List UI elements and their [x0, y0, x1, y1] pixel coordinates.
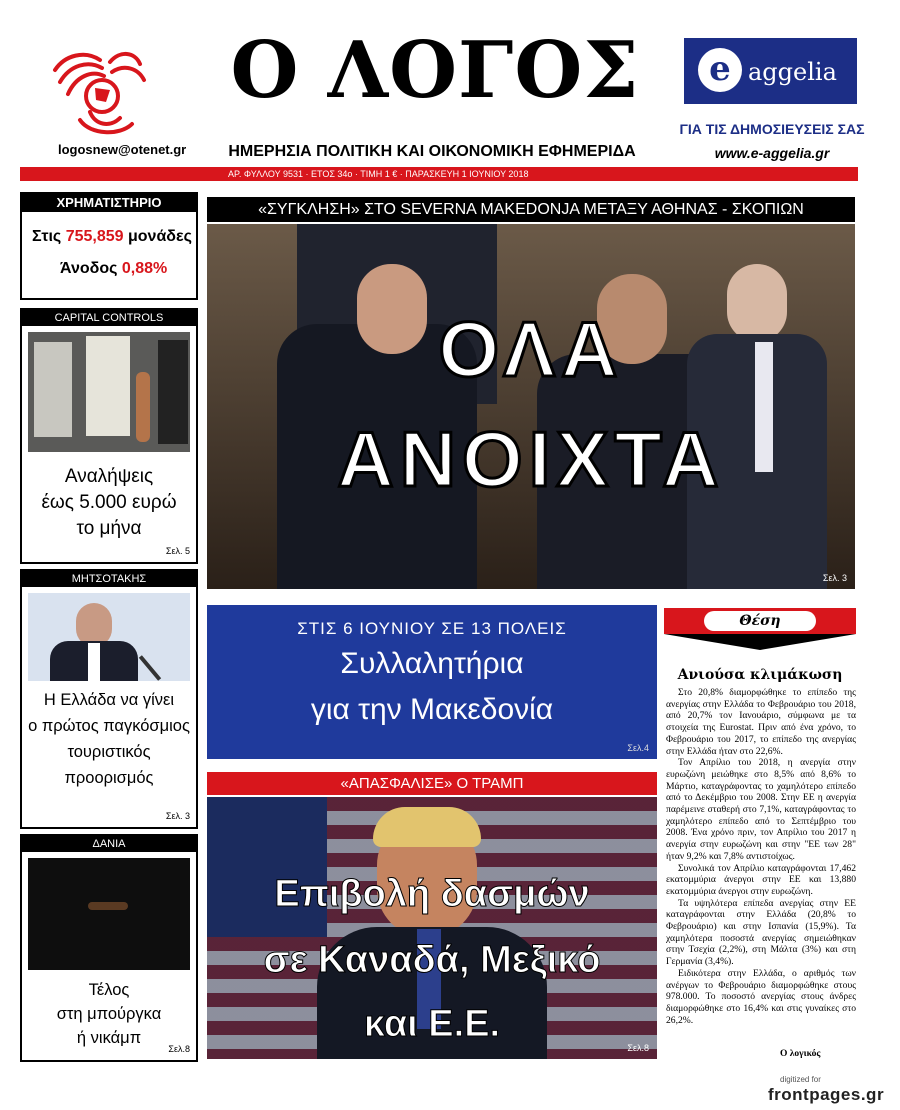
opinion-article-title[interactable]: Ανιούσα κλιμάκωση	[677, 667, 843, 683]
eaggelia-ad-logo[interactable]	[684, 38, 857, 104]
lead-headline-line2: ΑΝΟΙΧΤΑ	[337, 415, 725, 503]
ad-tagline: ΓΙΑ ΤΙΣ ΔΗΜΟΣΙΕΥΣΕΙΣ ΣΑΣ	[679, 121, 865, 137]
article-signature: Ο λογικός	[780, 1049, 821, 1059]
page-ref: Σελ. 3	[822, 573, 847, 583]
mitsotakis-photo	[28, 593, 190, 681]
ad-url-link[interactable]: www.e-aggelia.gr	[714, 145, 830, 161]
dania-box[interactable]	[20, 834, 198, 1062]
article-paragraph: Τα υψηλότερα επίπεδα ανεργίας στην ΕΕ καταγράφονται στην Ελλάδα (20,8% το Φεβρουάριο) και στην Ισπανία (15,9%). Τα χαμηλότερα ποσοστά ανεργίας σημειώθηκαν στην Τσεχία (2,2%), στη Μάλτα (3%) και στη Γερμανία (3,4%).	[666, 897, 856, 968]
rally-kicker: ΣΤΙΣ 6 ΙΟΥΝΙΟΥ ΣΕ 13 ΠΟΛΕΙΣ	[297, 619, 567, 638]
newspaper-title: Ο ΛΟΓΟΣ	[230, 25, 640, 116]
article-paragraph: Συνολικά τον Απρίλιο καταγράφονται 17,462 εκατομμύρια άνεργοι στην ΕΕ και 13,880 εκατομμύρια άνεργοι στην ευρωζώνη.	[666, 862, 856, 897]
trump-headline-line1: Επιβολή δασμών	[274, 873, 590, 915]
mitsotakis-box[interactable]	[20, 569, 198, 829]
contact-email[interactable]: logosnew@otenet.gr	[58, 142, 187, 157]
lead-kicker[interactable]: «ΣΥΓΚΛΗΣΗ» ΣΤΟ SEVERNA MAKEDONJA ΜΕΤΑΞΥ ΑΘΗΝΑΣ - ΣΚΟΠΙΩΝ	[207, 197, 855, 222]
opinion-article-body	[666, 687, 856, 1026]
lead-photo[interactable]	[207, 224, 855, 589]
burqa-photo	[28, 858, 190, 970]
rally-box[interactable]	[207, 605, 657, 759]
trump-headline-line2: σε Καναδά, Μεξικό	[263, 939, 601, 981]
eaggelia-e-icon: e	[698, 48, 742, 92]
mitsotakis-text: Η Ελλάδα να γίνει ο πρώτος παγκόσμιος τουριστικός προορισμός	[28, 691, 190, 787]
page-ref: Σελ. 3	[165, 811, 190, 821]
article-paragraph: Τον Απρίλιο του 2018, η ανεργία στην ευρωζώνη μειώθηκε στο 8,5% από 8,6% το Μάρτιο, καταγράφοντας το χαμηλότερο επίπεδο από το Δεκέμβριο του 2008. Στην ΕΕ η ανεργία παρέμεινε σταθερή στο 7,1%, καταγράφοντας το χαμηλότερο επίπεδο από το Σεπτέμβριο του 2008. Ένα χρόνο πριν, τον Απρίλιο του 2017 η ανεργία στην ευρωζώνη και στην "ΕΕ των 28" ήταν 9,2% και 7,8% αντιστοίχως.	[666, 757, 856, 862]
opinion-section-header	[664, 608, 856, 650]
page-ref: Σελ.8	[168, 1044, 190, 1054]
trump-photo[interactable]	[207, 797, 657, 1059]
capital-controls-header: CAPITAL CONTROLS	[22, 310, 196, 326]
capital-controls-box[interactable]	[20, 308, 198, 564]
rally-headline-line1: Συλλαλητήρια	[340, 647, 524, 680]
capital-controls-text: Αναλήψεις έως 5.000 ευρώ το μήνα	[41, 466, 177, 539]
stock-index-line: Στις 755,859 μονάδες	[32, 228, 192, 245]
trump-headline-line3: και Ε.Ε.	[363, 1003, 501, 1045]
page-ref: Σελ. 5	[165, 546, 190, 556]
trump-kicker[interactable]: «ΑΠΑΣΦΑΛΙΣΕ» Ο ΤΡΑΜΠ	[207, 772, 657, 795]
page-ref: Σελ.8	[627, 1043, 649, 1053]
frontpages-watermark[interactable]: frontpages.gr	[768, 1085, 885, 1104]
mitsotakis-header: ΜΗΤΣΟΤΑΚΗΣ	[22, 571, 196, 587]
issue-info-bar	[20, 167, 858, 181]
stock-market-box	[20, 192, 198, 300]
newspaper-subtitle: ΗΜΕΡΗΣΙΑ ΠΟΛΙΤΙΚΗ ΚΑΙ ΟΙΚΟΝΟΜΙΚΗ ΕΦΗΜΕΡΙΔΑ	[228, 143, 636, 160]
dania-text: Τέλος στη μπούργκα ή νικάμπ	[56, 981, 162, 1047]
issue-info-text: ΑΡ. ΦΥΛΛΟΥ 9531 · ΕΤΟΣ 34ο · ΤΙΜΗ 1 € · ΠΑΡΑΣΚΕΥΗ 1 ΙΟΥΝΙΟΥ 2018	[228, 169, 529, 179]
page-ref: Σελ.4	[627, 743, 649, 753]
eaggelia-wordmark: aggelia	[748, 58, 837, 86]
atm-photo	[28, 332, 190, 452]
stock-market-header: ΧΡΗΜΑΤΙΣΤΗΡΙΟ	[22, 194, 196, 212]
opinion-section-title: Θέση	[704, 611, 816, 631]
rally-headline-line2: για την Μακεδονία	[310, 693, 554, 726]
digitized-label: digitized for	[780, 1075, 821, 1084]
lead-headline-line1: ΟΛΑ	[438, 305, 624, 393]
article-paragraph: Ειδικότερα στην Ελλάδα, ο αριθμός των ανέργων το Φεβρουάριο διαμορφώθηκε στους 978.000. Το ποσοστό ανεργίας στους άνδρες διαμορφώθηκε στο 16,4% και στις γυναίκες στο 26,2%.	[666, 967, 856, 1026]
section-chevron-icon	[664, 634, 856, 650]
article-paragraph: Στο 20,8% διαμορφώθηκε το επίπεδο της ανεργίας στην Ελλάδα το Φεβρουάριο του 2018, από 20,7% τον Ιανουάριο, σύμφωνα με τα στοιχεία της Eurostat. Πριν από ένα χρόνο, το Φεβρουάριο του 2017, το επίπεδο της ανεργίας στην Ελλάδα ήταν στο 22,6%.	[666, 687, 856, 757]
newspaper-emblem-logo	[40, 40, 160, 140]
stock-change-line: Άνοδος 0,88%	[60, 260, 168, 277]
dania-header: ΔΑΝΙΑ	[22, 836, 196, 852]
stock-change-value: 0,88%	[121, 260, 168, 277]
stock-index-value: 755,859	[65, 228, 124, 245]
